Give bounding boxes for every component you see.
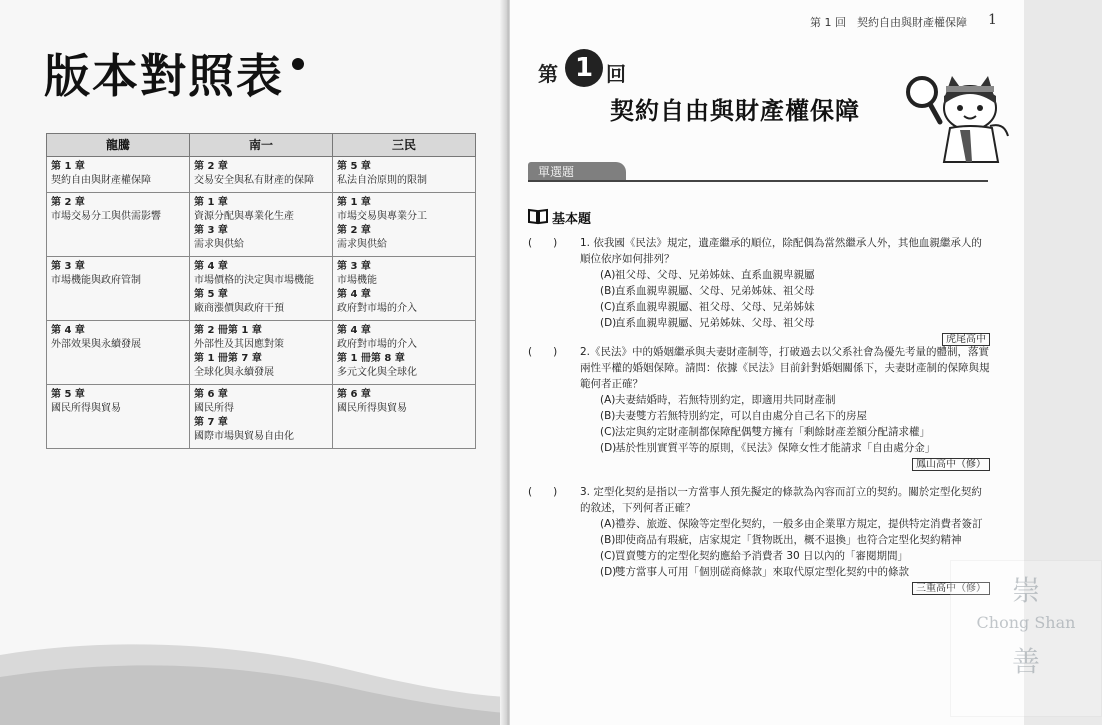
option-text: 雙方當事人可用「個別磋商條款」來取代原定型化契約中的條款 (615, 566, 909, 578)
option-label: (A) (600, 394, 616, 406)
table-cell (190, 257, 333, 321)
option-label: (D) (600, 566, 617, 578)
publisher-watermark (950, 560, 1102, 717)
table-cell (333, 157, 476, 193)
option-label: (B) (600, 285, 616, 297)
chapter-number: 第 6 章 (337, 389, 371, 400)
question-item (528, 235, 990, 348)
table-cell (47, 193, 190, 257)
answer-blank: ( ) (528, 237, 558, 249)
chapter-title: 市場機能 (337, 275, 377, 286)
watermark-middle: Chong Shan (976, 613, 1076, 632)
running-head: 第 1 回 契約自由與財產權保障 (810, 16, 967, 29)
chapter-number: 第 4 章 (194, 261, 228, 272)
table-cell (333, 193, 476, 257)
question-item (528, 484, 990, 597)
table-cell (190, 157, 333, 193)
option-text: 禮券、旅遊、保險等定型化契約，一般多由企業單方規定，提供特定消費者簽訂 (615, 518, 983, 530)
answer-blank: ( ) (528, 346, 558, 358)
option-item (600, 564, 990, 580)
chapter-title: 國民所得與貿易 (51, 403, 121, 414)
option-list (600, 267, 990, 331)
section-rule (528, 180, 988, 182)
chapter-number: 第 4 章 (51, 325, 85, 336)
option-text: 祖父母、父母、兄弟姊妹、直系血親卑親屬 (615, 269, 815, 281)
chapter-title: 全球化與永續發展 (194, 367, 274, 378)
chapter-number: 第 5 章 (194, 289, 228, 300)
table-row (47, 157, 476, 193)
chapter-title: 資源分配與專業化生產 (194, 211, 294, 222)
table-cell (190, 321, 333, 385)
chapter-title: 政府對市場的介入 (337, 339, 417, 350)
chapter-number: 第 2 章 (337, 225, 371, 236)
chapter-number: 第 3 章 (194, 225, 228, 236)
chapter-title: 外部效果與永續發展 (51, 339, 141, 350)
option-label: (C) (600, 550, 616, 562)
table-cell (190, 193, 333, 257)
option-text: 直系血親卑親屬、兄弟姊妹、父母、祖父母 (615, 317, 815, 329)
chapter-title: 國際市場與貿易自由化 (194, 431, 294, 442)
chapter-title: 外部性及其因應對策 (194, 339, 284, 350)
title-dot (292, 58, 304, 70)
chapter-number: 第 1 章 (194, 197, 228, 208)
option-label: (A) (600, 269, 616, 281)
question-stem: 3. 定型化契約是指以一方當事人預先擬定的條款為內容而訂立的契約。關於定型化契約的敘述，下列何者正確？ (580, 486, 982, 514)
table-row (47, 385, 476, 449)
chapter-title: 契約自由與財產權保障 (51, 175, 151, 186)
right-page (510, 0, 1076, 725)
version-comparison-table (46, 133, 476, 449)
chapter-title: 需求與供給 (337, 239, 387, 250)
column-header: 南一 (190, 134, 333, 157)
option-item (600, 315, 990, 331)
chapter-number: 第 5 章 (337, 161, 371, 172)
wave-decoration (0, 615, 507, 725)
option-item (600, 408, 990, 424)
table-cell (333, 321, 476, 385)
table-row (47, 321, 476, 385)
lesson-prefix: 第 (538, 62, 558, 86)
chapter-title: 國民所得 (194, 403, 234, 414)
chapter-number: 第 3 章 (51, 261, 85, 272)
option-item (600, 532, 990, 548)
lesson-suffix: 回 (606, 62, 626, 86)
option-item (600, 424, 990, 440)
chapter-number: 第 2 冊第 1 章 (194, 325, 262, 336)
option-label: (B) (600, 534, 616, 546)
watermark-top: 崇 (1011, 574, 1040, 607)
option-item (600, 392, 990, 408)
chapter-number: 第 7 章 (194, 417, 228, 428)
answer-blank: ( ) (528, 486, 558, 498)
table-row (47, 257, 476, 321)
source-badge: 虎尾高中 (942, 333, 990, 346)
table-cell (333, 257, 476, 321)
option-label: (D) (600, 317, 617, 329)
chapter-number: 第 1 章 (337, 197, 371, 208)
option-list (600, 516, 990, 580)
option-label: (C) (600, 426, 616, 438)
open-book-icon (528, 208, 548, 224)
chapter-title: 市場價格的決定與市場機能 (194, 275, 314, 286)
option-label: (D) (600, 442, 617, 454)
table-cell (47, 257, 190, 321)
option-text: 夫妻結婚時，若無特別約定，即適用共同財產制 (615, 394, 836, 406)
source-badge: 三重高中（修） (912, 582, 990, 595)
option-text: 直系血親卑親屬、父母、兄弟姊妹、祖父母 (615, 285, 815, 297)
option-item (600, 516, 990, 532)
subsection-label: 基本題 (552, 212, 592, 227)
option-label: (B) (600, 410, 616, 422)
table-row (47, 193, 476, 257)
table-cell (333, 385, 476, 449)
chapter-number: 第 3 章 (337, 261, 371, 272)
chapter-number: 第 5 章 (51, 389, 85, 400)
option-item (600, 548, 990, 564)
table-cell (47, 321, 190, 385)
option-item (600, 267, 990, 283)
table-cell (190, 385, 333, 449)
question-stem: 2.《民法》中的婚姻繼承與夫妻財產制等，打破過去以父系社會為優先考量的體制，落實兩性平權的婚姻保障。請問：依據《民法》目前針對婚姻關係下，夫妻財產制的保障與規範何者正確？ (580, 346, 990, 390)
chapter-title: 市場機能與政府管制 (51, 275, 141, 286)
question-stem: 1. 依我國《民法》規定，遺產繼承的順位，除配偶為當然繼承人外，其他血親繼承人的順位依序如何排列？ (580, 237, 982, 265)
lesson-number-badge: 1 (565, 49, 603, 87)
chapter-title: 需求與供給 (194, 239, 244, 250)
chapter-number: 第 2 章 (194, 161, 228, 172)
chapter-number: 第 1 冊第 8 章 (337, 353, 405, 364)
chapter-title: 國民所得與貿易 (337, 403, 407, 414)
watermark-bottom: 善 (1011, 645, 1040, 678)
table-body (47, 157, 476, 449)
page-title: 版本對照表 (44, 49, 284, 103)
option-label: (A) (600, 518, 616, 530)
chapter-title: 市場交易與專業分工 (337, 211, 427, 222)
chapter-title: 多元文化與全球化 (337, 367, 417, 378)
chapter-title: 政府對市場的介入 (337, 303, 417, 314)
section-tab: 單選題 (528, 162, 626, 182)
source-badge: 鳳山高中（修） (912, 458, 990, 471)
option-text: 買賣雙方的定型化契約應給予消費者 30 日以內的「審閱期間」 (615, 550, 909, 562)
chapter-title: 私法自治原則的限制 (337, 175, 427, 186)
column-header: 三民 (333, 134, 476, 157)
lesson-title: 契約自由與財產權保障 (610, 97, 860, 125)
option-text: 基於性別實質平等的原則，《民法》保障女性才能請求「自由處分金」 (615, 442, 936, 454)
chapter-title: 交易安全與私有財產的保障 (194, 175, 314, 186)
option-text: 即使商品有瑕疵，店家規定「貨物既出，概不退換」也符合定型化契約精神 (615, 534, 962, 546)
left-page (0, 0, 507, 725)
option-list (600, 392, 990, 456)
table-cell (47, 157, 190, 193)
question-item (528, 344, 990, 473)
chapter-number: 第 2 章 (51, 197, 85, 208)
option-item (600, 283, 990, 299)
table-cell (47, 385, 190, 449)
option-item (600, 440, 990, 456)
option-item (600, 299, 990, 315)
chapter-title: 廠商漲價與政府干預 (194, 303, 284, 314)
option-text: 法定與約定財產制都保障配偶雙方擁有「剩餘財產差額分配請求權」 (615, 426, 930, 438)
page-number: 1 (988, 12, 997, 28)
column-header: 龍騰 (47, 134, 190, 157)
option-label: (C) (600, 301, 616, 313)
option-text: 夫妻雙方若無特別約定，可以自由處分自己名下的房屋 (615, 410, 867, 422)
chapter-number: 第 6 章 (194, 389, 228, 400)
chapter-title: 市場交易分工與供需影響 (51, 211, 161, 222)
option-text: 直系血親卑親屬、祖父母、父母、兄弟姊妹 (615, 301, 815, 313)
cat-detective-icon (900, 66, 1010, 162)
chapter-number: 第 4 章 (337, 289, 371, 300)
chapter-number: 第 4 章 (337, 325, 371, 336)
chapter-number: 第 1 冊第 7 章 (194, 353, 262, 364)
chapter-number: 第 1 章 (51, 161, 85, 172)
